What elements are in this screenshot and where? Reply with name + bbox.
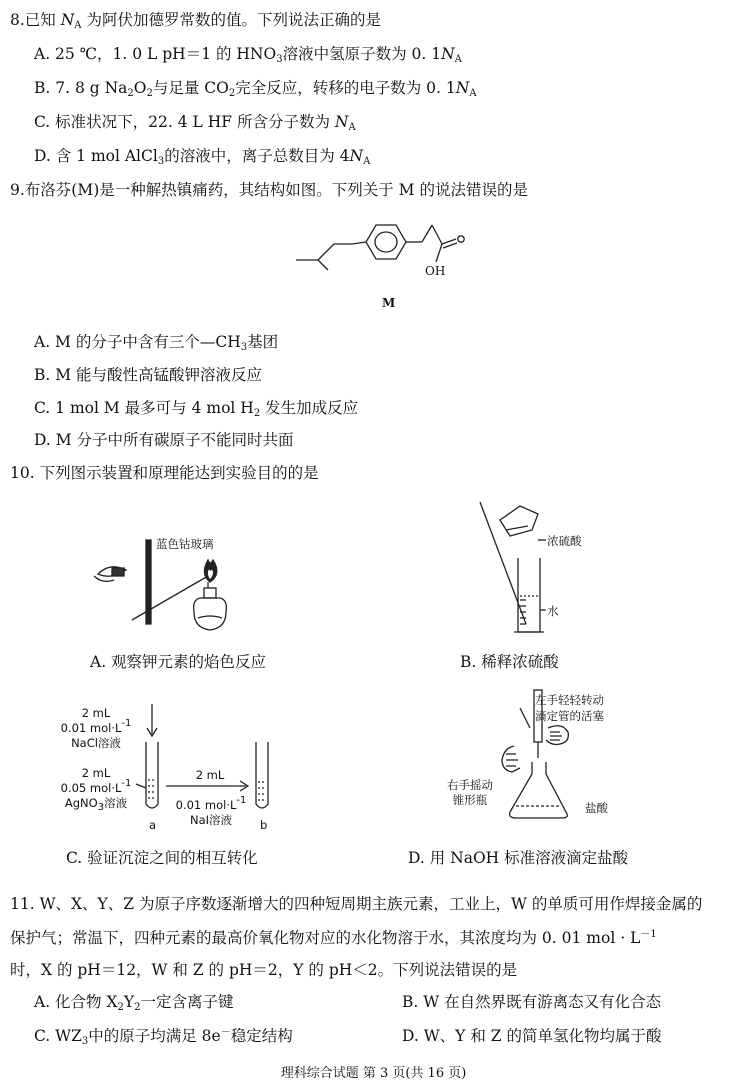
figure-b-acid-label: 浓硫酸: [547, 534, 582, 548]
q8-option-c: C. 标准状况下，22. 4 L HF 所含分子数为 $N_A$: [34, 113, 356, 133]
figure-d-caption: D. 用 NaOH 标准溶液滴定盐酸: [408, 849, 629, 867]
q9-option-a: A. M 的分子中含有三个$—CH_3$基团: [34, 333, 279, 353]
figure-c-caption: C. 验证沉淀之间的相互转化: [66, 849, 258, 867]
figure-c-arrow-label-bottom: 0.01 $mol\cdot L^{-1}$ NaI溶液: [175, 795, 247, 827]
q11-stem-line2: 保护气；常温下，四种元素的最高价氧化物对应的水化物溶于水，其浓度均为 0. 01 mol · $L^{-1}$: [10, 929, 657, 947]
figure-b-dilution: [480, 500, 600, 640]
figure-d-right-hand-label: 右手摇动 锥形瓶: [447, 778, 493, 807]
figure-a-caption: A. 观察钾元素的焰色反应: [90, 653, 267, 671]
q9-option-c: C. 1 mol M 最多可与 4 mol $H_2$ 发生加成反应: [34, 399, 359, 419]
ibuprofen-structure: [290, 208, 480, 298]
figure-d-left-hand-line1: 左手轻轻转动: [535, 693, 604, 707]
figure-b-caption: B. 稀释浓硫酸: [460, 653, 559, 671]
structure-oh-label: OH: [425, 264, 446, 278]
q9-option-b: B. M 能与酸性高锰酸钾溶液反应: [34, 366, 263, 384]
q11-option-a: A. 化合物 $X_2Y_2$一定含离子键: [34, 993, 234, 1013]
q9-option-d: D. M 分子中所有碳原子不能同时共面: [34, 431, 294, 449]
q8-option-d: D. 含 1 mol AlCl$_3$的溶液中，离子总数目为 $4N_A$: [34, 147, 371, 167]
figure-c-top-reagent: 2 mL 0.01 $mol\cdot L^{-1}$ NaCl溶液: [60, 706, 132, 750]
figure-c-arrow-label-top: 2 mL: [195, 768, 225, 782]
figure-d-left-hand-line2: 滴定管的活塞: [535, 709, 604, 723]
figure-c-tube-a-label: a: [149, 818, 157, 832]
q8-stem: 8.已知 $N_A$ 为阿伏加德罗常数的值。下列说法正确的是: [10, 11, 381, 31]
q11-stem-line1: 11. W、X、Y、Z 为原子序数逐渐增大的四种短周期主族元素，工业上，W 的单质可用作焊接金属的: [10, 895, 703, 913]
q8-option-a: A. 25 ℃，1. 0 L pH＝1 的 $HNO_3$溶液中氢原子数为 0. $1N_A$: [34, 45, 462, 65]
page-footer: 理科综合试题 第 3 页(共 16 页): [280, 1066, 467, 1081]
q11-stem-line3: 时，X 的 pH＝12，W 和 Z 的 pH＝2，Y 的 pH＜2。下列说法错误的是: [10, 961, 518, 979]
figure-b-water-label: 水: [547, 604, 559, 618]
q9-stem: 9.布洛芬(M)是一种解热镇痛药，其结构如图。下列关于 M 的说法错误的是: [10, 181, 528, 199]
figure-c-tubes: [130, 700, 290, 820]
structure-m-label: M: [382, 296, 396, 310]
q11-option-b: B. W 在自然界既有游离态又有化合态: [402, 993, 662, 1011]
figure-a-glass-label: 蓝色钴玻璃: [156, 537, 214, 551]
figure-c-left-reagent: 2 mL 0.05 $mol\cdot L^{-1}$ AgNO$_3$溶液: [60, 766, 132, 813]
q11-option-c: C. $WZ_3$中的原子均满足 8e－稳定结构: [34, 1027, 293, 1047]
figure-d-acid-label: 盐酸: [585, 801, 608, 815]
q10-stem: 10. 下列图示装置和原理能达到实验目的的是: [10, 464, 319, 482]
q11-option-d: D. W、Y 和 Z 的简单氢化物均属于酸: [402, 1027, 662, 1045]
figure-c-tube-b-label: b: [260, 818, 268, 832]
q8-option-b: B. 7. 8 g $Na_2O_2$与足量 $CO_2$完全反应，转移的电子数为 0. $1N_A$: [34, 79, 477, 99]
